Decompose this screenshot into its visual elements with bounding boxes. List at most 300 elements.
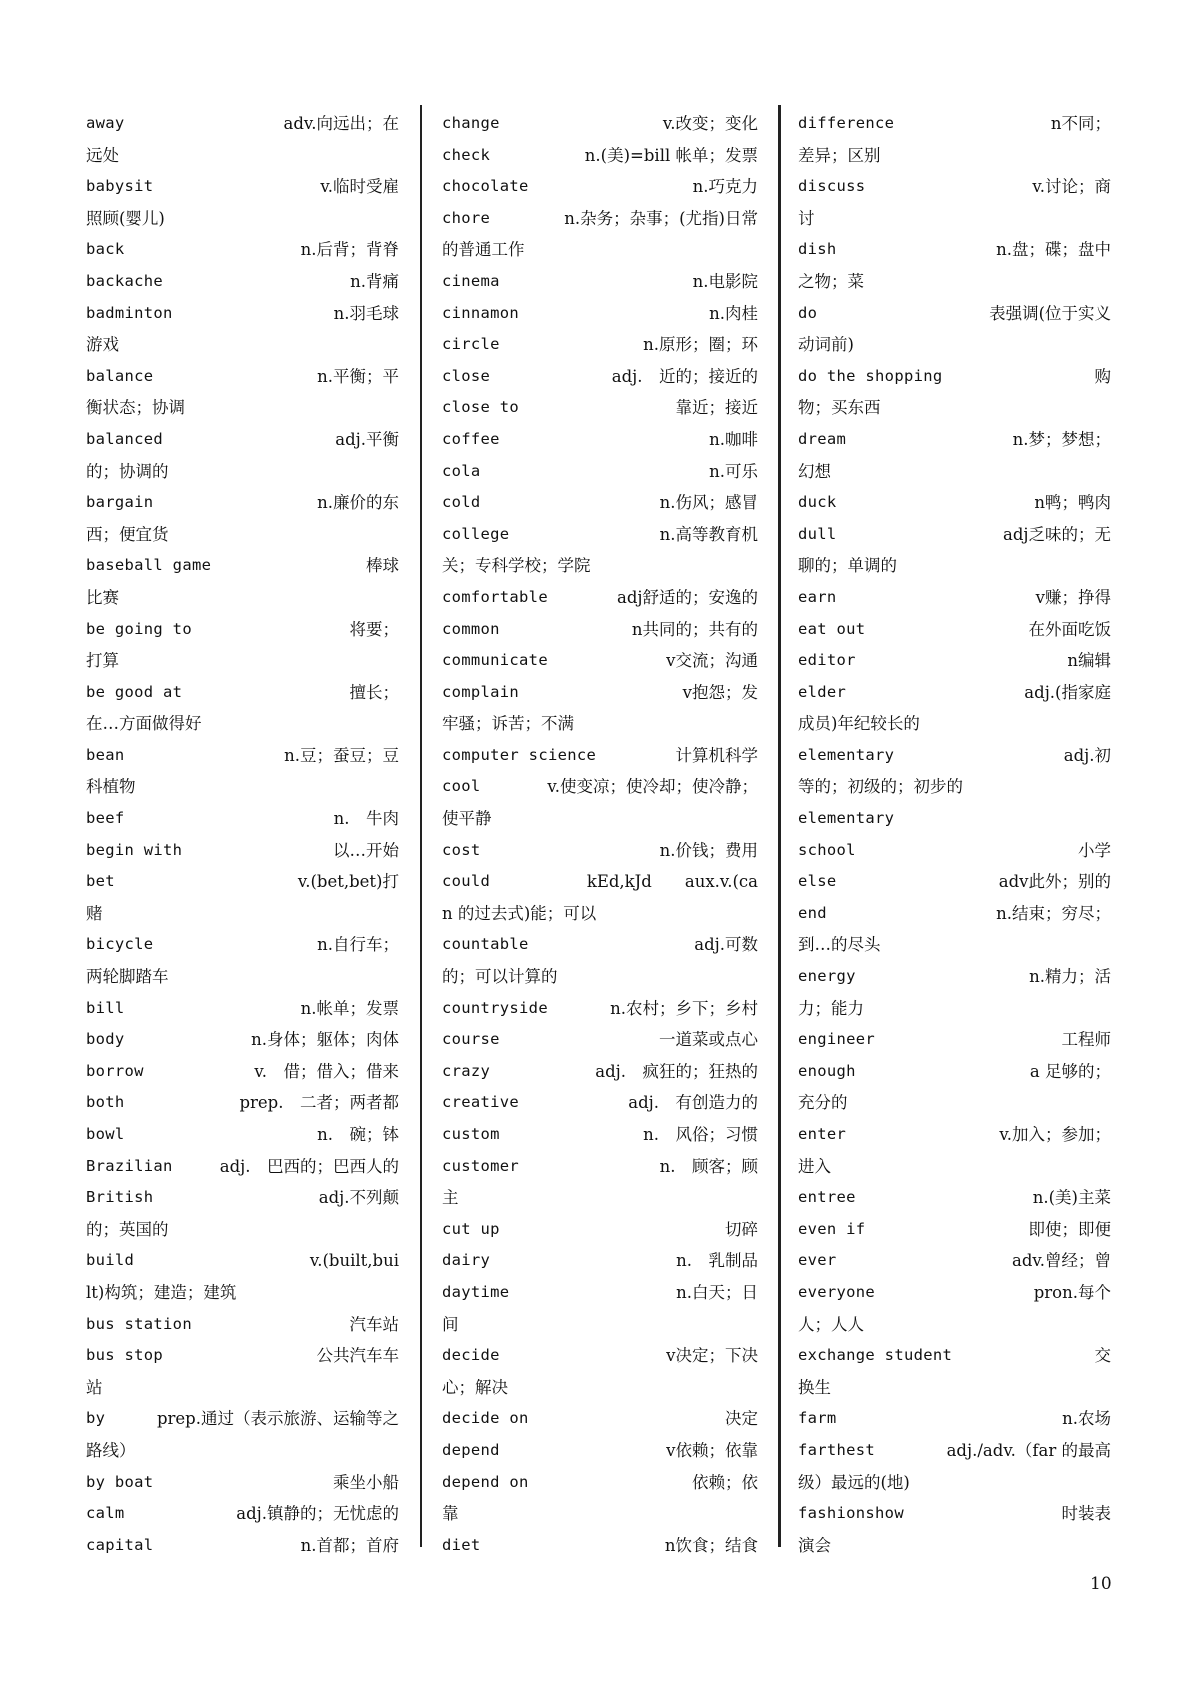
entry-definition: n.盘；碟；盘中 xyxy=(996,240,1111,260)
entry-first-line xyxy=(442,519,758,551)
entry-first-line xyxy=(442,740,758,772)
entry-word: farm xyxy=(798,1409,837,1428)
entry-word: computer science xyxy=(442,745,597,764)
entry-first-line xyxy=(442,866,758,898)
entry-first-line xyxy=(442,645,758,677)
entry-word: cost xyxy=(442,840,481,859)
entry-definition-continued: 换生 xyxy=(798,1377,831,1397)
entry-definition-continued: 演会 xyxy=(798,1535,831,1555)
vocab-entry xyxy=(798,1245,1111,1277)
entry-word: do the shopping xyxy=(798,366,943,385)
entry-definition-continued: 在…方面做得好 xyxy=(86,714,202,734)
entry-word: cinema xyxy=(442,271,500,290)
entry-first-line xyxy=(86,1340,399,1372)
entry-first-line xyxy=(798,234,1111,266)
entry-word: dish xyxy=(798,240,837,259)
entry-word: engineer xyxy=(798,1030,876,1049)
entry-word: daytime xyxy=(442,1282,510,1301)
vocab-entry xyxy=(86,1340,399,1403)
vocab-entry xyxy=(798,1403,1111,1435)
entry-definition-continued: 幻想 xyxy=(798,461,831,481)
entry-definition: prep. 二者；两者都 xyxy=(239,1093,399,1113)
entry-definition: n.可乐 xyxy=(709,461,758,481)
vocab-entry xyxy=(798,1340,1111,1403)
entry-word: elementary xyxy=(798,745,895,764)
entry-word: comfortable xyxy=(442,587,548,606)
entry-definition: kEd,kJd aux.v.(ca xyxy=(586,872,758,892)
vocab-entry xyxy=(442,108,758,140)
entry-definition: n.白天；日 xyxy=(676,1282,758,1302)
entry-first-line xyxy=(798,835,1111,867)
entry-word: by xyxy=(86,1409,106,1428)
entry-definition-continued: 力；能力 xyxy=(798,998,864,1018)
vocab-entry xyxy=(442,1151,758,1214)
entry-definition: 小学 xyxy=(1078,840,1111,860)
vocab-entry xyxy=(798,1119,1111,1182)
entry-word: bus stop xyxy=(86,1346,164,1365)
vocab-entry xyxy=(442,1024,758,1056)
entry-first-line xyxy=(798,803,1111,835)
vocab-entry xyxy=(442,171,758,203)
entry-definition: v.改变；变化 xyxy=(662,114,758,133)
entry-definition: pron.每个 xyxy=(1033,1282,1111,1302)
entry-first-line xyxy=(798,1277,1111,1309)
entry-definition: v赚；挣得 xyxy=(1035,587,1111,607)
entry-word: balanced xyxy=(86,429,164,448)
entry-first-line xyxy=(86,866,399,898)
entry-word: even if xyxy=(798,1219,866,1238)
entry-first-line xyxy=(442,1056,758,1088)
entry-definition-continued: 的；英国的 xyxy=(86,1219,169,1239)
entry-definition: n.结束；穷尽； xyxy=(996,903,1111,923)
entry-definition: n不同； xyxy=(1050,114,1111,133)
entry-definition-continued: 到…的尽头 xyxy=(798,935,881,955)
entry-definition-continued: 级）最远的(地) xyxy=(798,1472,910,1492)
vocab-entry xyxy=(798,835,1111,867)
entry-first-line xyxy=(442,298,758,330)
entry-first-line xyxy=(86,234,399,266)
entry-first-line xyxy=(798,1435,1111,1467)
entry-first-line xyxy=(798,582,1111,614)
entry-definition: 时装表 xyxy=(1061,1504,1111,1524)
vocab-entry xyxy=(86,1530,399,1562)
entry-word: farthest xyxy=(798,1440,876,1459)
entry-definition: adj.平衡 xyxy=(335,429,399,449)
vocab-entry xyxy=(442,929,758,992)
entry-definition: n.咖啡 xyxy=(709,429,758,449)
vocab-entry xyxy=(86,1182,399,1245)
entry-first-line xyxy=(798,866,1111,898)
entry-definition: adj. 有创造力的 xyxy=(628,1093,758,1113)
vocab-entry xyxy=(798,677,1111,740)
vocab-entry xyxy=(86,487,399,550)
entry-word: dream xyxy=(798,429,847,448)
entry-word: badminton xyxy=(86,303,173,322)
entry-word: cut up xyxy=(442,1219,500,1238)
entry-first-line xyxy=(442,1467,758,1499)
entry-word: check xyxy=(442,145,491,164)
entry-definition: n.精力；活 xyxy=(1029,967,1111,987)
entry-first-line xyxy=(442,1340,758,1372)
vocab-entry xyxy=(442,1435,758,1467)
entry-definition: n. 顾客；顾 xyxy=(659,1156,758,1176)
entry-word: backache xyxy=(86,271,164,290)
vocab-entry xyxy=(798,424,1111,487)
entry-definition-continued: 牢骚；诉苦；不满 xyxy=(442,714,574,734)
entry-word: countable xyxy=(442,935,529,954)
vocab-entry xyxy=(798,898,1111,961)
entry-definition: n编辑 xyxy=(1067,651,1111,671)
entry-first-line xyxy=(798,1214,1111,1246)
entry-first-line xyxy=(798,298,1111,330)
entry-definition-continued: 聊的；单调的 xyxy=(798,556,897,576)
entry-definition-continued: 的；可以计算的 xyxy=(442,967,558,987)
vocab-entry xyxy=(798,298,1111,361)
entry-word: chore xyxy=(442,208,491,227)
entry-word: communicate xyxy=(442,651,548,670)
entry-definition: n. 牛肉 xyxy=(333,809,399,829)
entry-definition: n.身体；躯体；肉体 xyxy=(251,1030,399,1050)
entry-first-line xyxy=(442,1435,758,1467)
vocab-entry xyxy=(86,550,399,613)
entry-word: cool xyxy=(442,777,481,796)
entry-word: cola xyxy=(442,461,481,480)
entry-definition: adj.初 xyxy=(1063,745,1111,765)
entry-definition: adj.不列颠 xyxy=(318,1188,399,1208)
entry-word: bean xyxy=(86,745,125,764)
vocab-entry xyxy=(442,424,758,456)
vocab-entry xyxy=(798,614,1111,646)
vocab-entry xyxy=(798,645,1111,677)
entry-definition: n.平衡；平 xyxy=(317,366,399,386)
entry-definition: adj.(指家庭 xyxy=(1024,682,1111,702)
entry-word: calm xyxy=(86,1504,125,1523)
entry-first-line xyxy=(442,424,758,456)
entry-definition-continued: 等的；初级的；初步的 xyxy=(798,777,963,797)
vocab-entry xyxy=(442,1403,758,1435)
vocab-entry xyxy=(798,1214,1111,1246)
entry-first-line xyxy=(86,1530,399,1562)
entry-first-line xyxy=(86,298,399,330)
vocab-entry xyxy=(86,1024,399,1056)
entry-first-line xyxy=(798,487,1111,519)
entry-word: energy xyxy=(798,967,856,986)
entry-first-line xyxy=(86,1467,399,1499)
entry-first-line xyxy=(798,614,1111,646)
entry-definition: n.后背；背脊 xyxy=(300,240,399,260)
entry-definition-continued: 比赛 xyxy=(86,587,119,607)
vocab-entry xyxy=(86,1498,399,1530)
vocab-entry xyxy=(86,1056,399,1088)
vocab-entry xyxy=(86,929,399,992)
entry-definition-continued: n 的过去式)能；可以 xyxy=(442,903,597,923)
entry-first-line xyxy=(86,1403,399,1435)
entry-word: countryside xyxy=(442,998,548,1017)
entry-definition: n共同的；共有的 xyxy=(631,619,758,639)
entry-definition-continued: 动词前) xyxy=(798,335,854,355)
entry-definition: n.农场 xyxy=(1062,1409,1111,1429)
entry-word: depend on xyxy=(442,1472,529,1491)
entry-definition: 购 xyxy=(1094,366,1111,386)
vocab-entry xyxy=(86,424,399,487)
entry-word: circle xyxy=(442,335,500,354)
entry-word: be good at xyxy=(86,682,183,701)
entry-first-line xyxy=(442,361,758,393)
vocab-entry xyxy=(442,1245,758,1277)
entry-definition: n.肉桂 xyxy=(709,303,758,323)
entry-first-line xyxy=(798,898,1111,930)
entry-definition: n.巧克力 xyxy=(692,177,758,197)
entry-word: Brazilian xyxy=(86,1156,173,1175)
vocab-entry xyxy=(442,835,758,867)
vocab-entry xyxy=(442,456,758,488)
entry-first-line xyxy=(442,1151,758,1183)
vocab-entry xyxy=(442,392,758,424)
entry-word: dairy xyxy=(442,1251,491,1270)
entry-first-line xyxy=(86,740,399,772)
entry-word: do xyxy=(798,303,818,322)
entry-definition: adv.向远出；在 xyxy=(283,114,399,133)
entry-word: depend xyxy=(442,1440,500,1459)
entry-definition: n.价钱；费用 xyxy=(659,840,758,860)
entry-definition: v. 借；借入；借来 xyxy=(254,1061,399,1081)
entry-definition-continued: 衡状态；协调 xyxy=(86,398,185,418)
entry-word: eat out xyxy=(798,619,866,638)
entry-first-line xyxy=(442,108,758,140)
entry-definition-continued: 主 xyxy=(442,1188,459,1208)
entry-first-line xyxy=(798,961,1111,993)
entry-word: baseball game xyxy=(86,556,212,575)
entry-definition: v.(built,bui xyxy=(309,1251,399,1271)
entry-definition-continued: 照顾(婴儿) xyxy=(86,208,165,228)
entry-word: bill xyxy=(86,998,125,1017)
entry-word: earn xyxy=(798,587,837,606)
vocab-entry xyxy=(798,1024,1111,1056)
vocab-entry xyxy=(798,519,1111,582)
entry-first-line xyxy=(442,140,758,172)
entry-first-line xyxy=(442,1403,758,1435)
entry-word: creative xyxy=(442,1093,520,1112)
entry-definition: n.伤风；感冒 xyxy=(659,493,758,513)
vocab-entry xyxy=(442,645,758,677)
entry-definition-continued: lt)构筑；建造；建筑 xyxy=(86,1282,237,1302)
entry-first-line xyxy=(86,677,399,709)
entry-definition-continued: 之物；菜 xyxy=(798,271,864,291)
vocab-entry xyxy=(86,171,399,234)
vocab-entry xyxy=(86,1403,399,1466)
vocab-entry xyxy=(442,329,758,361)
entry-definition-continued: 充分的 xyxy=(798,1093,848,1113)
vocab-entry xyxy=(442,771,758,834)
entry-first-line xyxy=(442,835,758,867)
entry-definition-continued: 赌 xyxy=(86,903,103,923)
entry-definition: n.农村；乡下；乡村 xyxy=(610,998,758,1018)
entry-word: could xyxy=(442,872,491,891)
entry-first-line xyxy=(798,1245,1111,1277)
entry-definition: n. 风俗；习惯 xyxy=(643,1125,758,1144)
column-divider xyxy=(778,105,781,1547)
entry-word: bicycle xyxy=(86,935,154,954)
entry-first-line xyxy=(86,1309,399,1341)
vocab-entry xyxy=(798,171,1111,234)
entry-first-line xyxy=(442,677,758,709)
entry-first-line xyxy=(798,1403,1111,1435)
entry-first-line xyxy=(798,740,1111,772)
vocab-entry xyxy=(798,803,1111,835)
entry-first-line xyxy=(86,266,399,298)
entry-word: build xyxy=(86,1251,135,1270)
entry-first-line xyxy=(86,1056,399,1088)
vocab-entry xyxy=(442,519,758,582)
entry-definition: v.讨论；商 xyxy=(1032,177,1111,197)
entry-word: everyone xyxy=(798,1282,876,1301)
entry-definition-continued: 打算 xyxy=(86,651,119,671)
entry-first-line xyxy=(798,519,1111,551)
entry-definition-continued: 远处 xyxy=(86,145,119,165)
entry-definition-continued: 成员)年纪较长的 xyxy=(798,714,920,734)
entry-definition: 切碎 xyxy=(725,1219,758,1239)
entry-first-line xyxy=(442,456,758,488)
vocab-entry xyxy=(442,1277,758,1340)
entry-definition: adj./adv.（far 的最高 xyxy=(946,1440,1111,1460)
vocab-entry xyxy=(86,298,399,361)
entry-definition: 工程师 xyxy=(1061,1030,1111,1050)
vocab-entry xyxy=(86,1087,399,1119)
vocab-entry xyxy=(798,361,1111,424)
entry-word: close xyxy=(442,366,491,385)
vocab-entry xyxy=(442,1467,758,1530)
vocab-entry xyxy=(798,1182,1111,1214)
vocab-entry xyxy=(442,614,758,646)
vocab-entry xyxy=(86,1245,399,1308)
entry-word: course xyxy=(442,1030,500,1049)
entry-first-line xyxy=(442,203,758,235)
entry-word: fashionshow xyxy=(798,1504,904,1523)
entry-first-line xyxy=(798,677,1111,709)
entry-definition-continued: 讨 xyxy=(798,208,815,228)
entry-first-line xyxy=(86,993,399,1025)
word-column-2 xyxy=(442,108,758,1561)
entry-definition-continued: 的；协调的 xyxy=(86,461,169,481)
entry-first-line xyxy=(442,1277,758,1309)
entry-first-line xyxy=(442,487,758,519)
vocab-entry xyxy=(86,866,399,929)
vocab-entry xyxy=(798,487,1111,519)
entry-definition: n.豆；蚕豆；豆 xyxy=(284,745,399,765)
entry-word: common xyxy=(442,619,500,638)
entry-definition: n.电影院 xyxy=(692,271,758,291)
entry-definition: 表强调(位于实义 xyxy=(989,303,1111,323)
entry-word: bowl xyxy=(86,1125,125,1143)
vocab-entry xyxy=(86,740,399,803)
vocab-entry xyxy=(86,1467,399,1499)
entry-definition: 决定 xyxy=(725,1409,758,1429)
entry-word: custom xyxy=(442,1125,500,1143)
vocab-entry xyxy=(442,677,758,740)
vocab-entry xyxy=(442,1056,758,1088)
entry-definition: v抱怨；发 xyxy=(682,682,758,702)
entry-word: babysit xyxy=(86,177,154,196)
entry-word: school xyxy=(798,840,856,859)
entry-first-line xyxy=(798,1119,1111,1151)
entry-first-line xyxy=(798,1182,1111,1214)
entry-definition: n饮食；结食 xyxy=(664,1535,758,1555)
entry-first-line xyxy=(86,108,399,140)
entry-word: editor xyxy=(798,651,856,670)
entry-first-line xyxy=(798,1056,1111,1088)
entry-word: end xyxy=(798,903,827,922)
entry-first-line xyxy=(442,993,758,1025)
entry-first-line xyxy=(442,1530,758,1562)
entry-first-line xyxy=(442,1245,758,1277)
entry-word: chocolate xyxy=(442,177,529,196)
entry-definition: adj. 巴西的；巴西人的 xyxy=(219,1156,399,1176)
entry-word: difference xyxy=(798,114,895,132)
word-column-1 xyxy=(86,108,399,1561)
entry-definition: 一道菜或点心 xyxy=(659,1030,758,1050)
vocab-entry xyxy=(798,866,1111,898)
entry-word: else xyxy=(798,872,837,891)
entry-definition: 公共汽车车 xyxy=(316,1346,399,1366)
entry-definition: 在外面吃饭 xyxy=(1028,619,1111,639)
vocab-entry xyxy=(798,234,1111,297)
vocab-entry xyxy=(442,866,758,929)
vocab-entry xyxy=(442,1087,758,1119)
entry-word: enough xyxy=(798,1061,856,1080)
entry-definition-continued: 人；人人 xyxy=(798,1314,864,1334)
entry-definition: adj. 疯狂的；狂热的 xyxy=(595,1061,758,1081)
entry-first-line xyxy=(442,1087,758,1119)
entry-first-line xyxy=(798,1024,1111,1056)
entry-first-line xyxy=(442,929,758,961)
entry-word: enter xyxy=(798,1125,847,1143)
vocab-entry xyxy=(86,1309,399,1341)
vocab-entry xyxy=(86,835,399,867)
entry-definition: adj舒适的；安逸的 xyxy=(616,587,758,607)
entry-definition: a 足够的； xyxy=(1029,1061,1111,1081)
entry-definition: 将要； xyxy=(349,619,399,639)
entry-definition: 即使；即便 xyxy=(1028,1219,1111,1239)
entry-definition: adv.曾经；曾 xyxy=(1011,1251,1111,1271)
entry-definition-continued: 靠 xyxy=(442,1504,459,1524)
entry-definition: n.梦；梦想； xyxy=(1012,429,1111,449)
vocab-entry xyxy=(798,582,1111,614)
entry-definition: v.临时受雇 xyxy=(320,177,399,197)
entry-definition-continued: 科植物 xyxy=(86,777,136,797)
entry-first-line xyxy=(86,1119,399,1151)
entry-word: diet xyxy=(442,1535,481,1554)
entry-word: elder xyxy=(798,682,847,701)
vocab-entry xyxy=(442,203,758,266)
entry-first-line xyxy=(442,266,758,298)
entry-definition-continued: 两轮脚踏车 xyxy=(86,967,169,987)
entry-definition-continued: 使平静 xyxy=(442,809,492,829)
entry-first-line xyxy=(798,424,1111,456)
entry-definition-continued: 物；买东西 xyxy=(798,398,881,418)
entry-definition-continued: 关；专科学校；学院 xyxy=(442,556,591,576)
vocab-entry xyxy=(442,140,758,172)
entry-word: capital xyxy=(86,1535,154,1554)
entry-first-line xyxy=(86,361,399,393)
entry-word: British xyxy=(86,1188,154,1207)
entry-definition: n. 碗；钵 xyxy=(317,1125,399,1144)
vocab-entry xyxy=(86,234,399,266)
entry-first-line xyxy=(442,1214,758,1246)
entry-word: coffee xyxy=(442,429,500,448)
entry-first-line xyxy=(442,1119,758,1151)
entry-first-line xyxy=(86,803,399,835)
entry-word: be going to xyxy=(86,619,192,638)
